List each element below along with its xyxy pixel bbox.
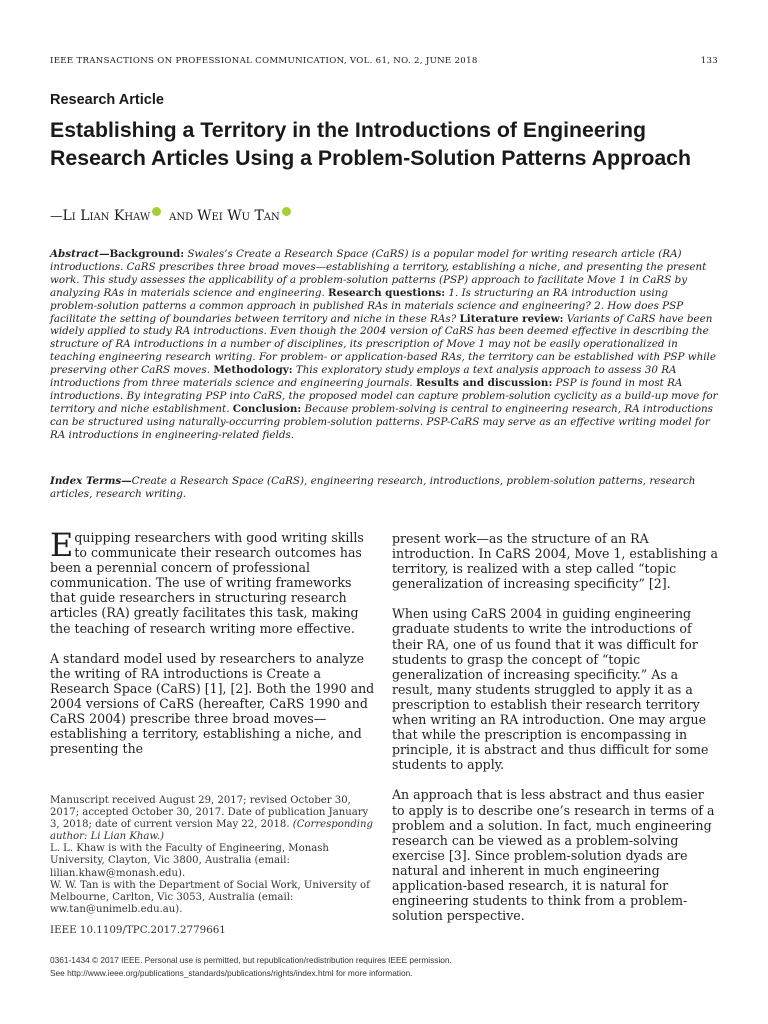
index-terms-label: Index Terms— <box>50 475 132 487</box>
author-line <box>50 207 295 224</box>
author-name: Li Lian Khaw <box>62 208 151 224</box>
footnote-received <box>50 795 380 843</box>
copyright-notice <box>50 954 718 979</box>
journal-name: IEEE TRANSACTIONS ON PROFESSIONAL COMMUNICATION, VOL. 61, NO. 2, JUNE 2018 <box>50 56 478 66</box>
footnote-affiliation: W. W. Tan is with the Department of Social Work, University of Melbourne, Carlton, Vic 3053, Australia (email: ww.tan@unimelb.edu.au). <box>50 879 370 915</box>
abstract-text: PSP is found in most RA introductions. By integrating PSP into CaRS, the proposed model can capture problem-solution cyclicity as a build-up move for territory and niche establishment. <box>50 377 718 415</box>
body-column-right <box>392 531 718 923</box>
copyright-line: See http://www.ieee.org/publications_standards/publications/rights/index.html for more information. <box>50 967 413 978</box>
copyright-line: 0361-1434 © 2017 IEEE. Personal use is permitted, but republication/redistribution requires IEEE permission. <box>50 955 452 965</box>
body-column-left <box>50 526 376 757</box>
abstract-text: Variants of CaRS have been widely applied to study RA introductions. Even though the 2004 version of CaRS has been deemed effective in describing the structure of RA introductions in a number of disciplines, its prescription of Move 1 may not be easily operationalized in teaching engineering research writing. For problem- or application-based RAs, the territory can be established with PSP while preserving other CaRS moves. <box>50 312 716 377</box>
body-paragraph: A standard model used by researchers to analyze the writing of RA introductions is Create a Research Space (CaRS) [1], [2]. Both the 1990 and 2004 versions of CaRS (hereafter, CaRS 1990 and CaRS 2004) prescribe three broad moves—establishing a territory, establishing a niche, and presenting the <box>50 650 375 757</box>
article-type: Research Article <box>50 92 164 108</box>
footnote-dates: Manuscript received August 29, 2017; revised October 30, 2017; accepted October 30, 2017. Date of publication January 3, 2018; date of current version May 22, 2018. <box>50 795 369 831</box>
abstract-text: Swales’s Create a Research Space (CaRS) is a popular model for writing research article (RA) introductions. CaRS prescribes three broad moves—establishing a territory, establishing a niche, and presenting the present work. This study assesses the applicability of a problem-solution patterns (PSP) approach to facilitate Move 1 in CaRS by analyzing RAs in materials science and engineering. <box>50 248 707 299</box>
abstract-text: Because problem-solving is central to engineering research, RA introductions can be structured using naturally-occurring problem-solution patterns. PSP-CaRS may serve as an effective writing model for RA introductions in engineering-related fields. <box>50 402 713 441</box>
abstract-heading: Research questions: <box>328 286 446 299</box>
abstract <box>50 248 718 442</box>
running-head <box>50 56 718 66</box>
abstract-label: Abstract <box>50 248 100 260</box>
abstract-text: 1. Is structuring an RA introduction using problem-solution patterns a common approach in published RAs in materials science and engineering? 2. How does PSP facilitate the setting of boundaries between territory and niche in these RAs? <box>50 286 684 325</box>
paragraph-text: quipping researchers with good writing skills to communicate their research outcomes has been a perennial concern of professional communication. The use of writing frameworks that guide researchers in structuring research articles (RA) greatly facilitates this task, making the teaching of research writing more effective. <box>50 530 364 636</box>
orcid-icon[interactable] <box>152 207 161 216</box>
body-paragraph <box>50 526 376 636</box>
drop-cap: E <box>50 526 74 564</box>
abstract-heading: Background: <box>109 248 185 260</box>
footnote <box>50 795 380 916</box>
body-paragraph: present work—as the structure of an RA introduction. In CaRS 2004, Move 1, establishing a territory, is realized with a step called “topic generalization of increasing specificity” [2]. <box>392 531 718 592</box>
index-terms <box>50 475 718 502</box>
index-terms-text: Create a Research Space (CaRS), engineering research, introductions, problem-solution patterns, research articles, research writing. <box>50 475 696 501</box>
footnote-affiliation: L. L. Khaw is with the Faculty of Engineering, Monash University, Clayton, Vic 3800, Australia (email: lilian.khaw@monash.edu). <box>50 843 329 879</box>
orcid-icon[interactable] <box>282 207 291 216</box>
author-name: Wei Wu Tan <box>197 208 280 224</box>
doi: IEEE 10.1109/TPC.2017.2779661 <box>50 924 226 936</box>
abstract-heading: Conclusion: <box>232 402 302 415</box>
corresponding-author: (Corresponding author: Li Lian Khaw.) <box>50 819 373 843</box>
abstract-heading: Methodology: <box>213 364 293 377</box>
author-conjunction: and <box>169 208 194 224</box>
body-paragraph: When using CaRS 2004 in guiding engineering graduate students to write the introductions of their RA, one of us found that it was difficult for students to grasp the concept of “topic generalization of increasing specificity.” As a result, many students struggled to apply it as a prescription to establish their research territory when writing an RA introduction. One may argue that while the prescription is encompassing in principle, it is abstract and thus difficult for some students to apply. <box>392 606 709 773</box>
abstract-text: This exploratory study employs a text analysis approach to assess 30 RA introductions from three materials science and engineering journals. <box>50 364 677 390</box>
abstract-dash: — <box>99 248 110 260</box>
abstract-heading: Literature review: <box>459 312 564 325</box>
author-dash: — <box>50 208 63 223</box>
body-paragraph: An approach that is less abstract and thus easier to apply is to describe one’s research in terms of a problem and a solution. In fact, much engineering research can be viewed as a problem-solving exercise [3]. Since problem-solution dyads are natural and inherent in much engineering application-based research, it is natural for engineering students to think from a problem-solution perspective. <box>392 787 715 924</box>
article-title: Establishing a Territory in the Introductions of Engineering Research Articles Using a Problem-Solution Patterns Approach <box>50 118 692 170</box>
page-number: 133 <box>700 56 718 66</box>
abstract-heading: Results and discussion: <box>415 377 553 390</box>
